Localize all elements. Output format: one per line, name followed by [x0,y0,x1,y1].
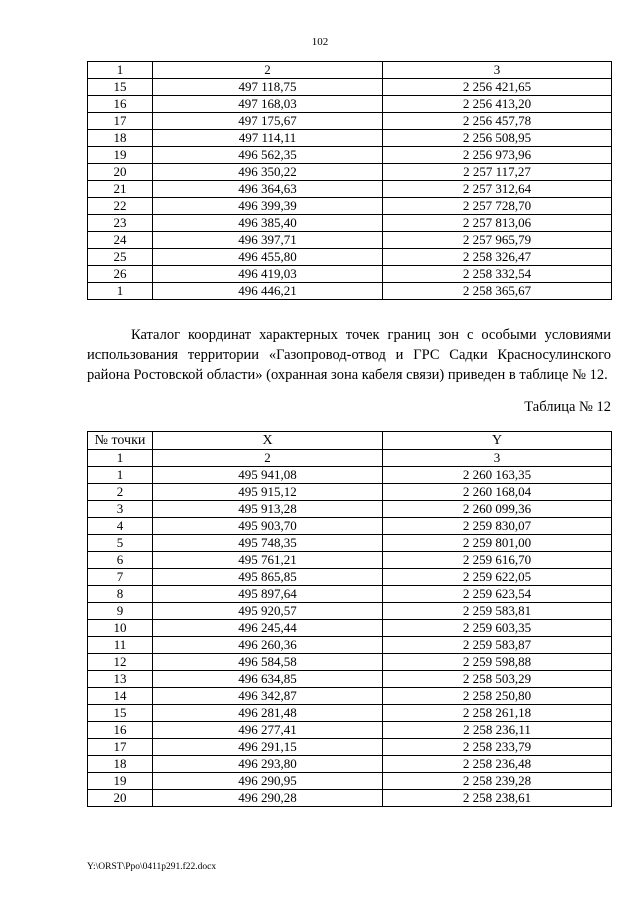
y-coordinate-cell: 2 256 413,20 [383,96,612,113]
point-number-cell: 21 [88,181,153,198]
table-numbering-row [88,450,612,467]
table-row [88,79,612,96]
x-coordinate-cell: 495 897,64 [153,586,383,603]
header-cell: 1 [88,62,153,79]
point-number-cell: 3 [88,501,153,518]
table-row [88,790,612,807]
table-row [88,654,612,671]
point-number-cell: 7 [88,569,153,586]
x-coordinate-cell: 495 915,12 [153,484,383,501]
point-number-cell: 26 [88,266,153,283]
column-header-point-number: № точки [88,432,153,450]
point-number-cell: 1 [88,283,153,300]
point-number-cell: 18 [88,756,153,773]
x-coordinate-cell: 496 419,03 [153,266,383,283]
x-coordinate-cell: 496 277,41 [153,722,383,739]
y-coordinate-cell: 2 259 583,81 [383,603,612,620]
y-coordinate-cell: 2 258 236,48 [383,756,612,773]
page-number: 102 [311,36,329,48]
y-coordinate-cell: 2 260 168,04 [383,484,612,501]
table-row [88,266,612,283]
table-row [88,620,612,637]
column-header-y: Y [383,432,612,450]
numbering-cell: 3 [383,450,612,467]
point-number-cell: 15 [88,705,153,722]
table-row [88,756,612,773]
x-coordinate-cell: 496 634,85 [153,671,383,688]
y-coordinate-cell: 2 256 973,96 [383,147,612,164]
x-coordinate-cell: 497 118,75 [153,79,383,96]
point-number-cell: 6 [88,552,153,569]
table-row [88,722,612,739]
y-coordinate-cell: 2 259 830,07 [383,518,612,535]
table-row [88,773,612,790]
x-coordinate-cell: 496 281,48 [153,705,383,722]
point-number-cell: 20 [88,790,153,807]
x-coordinate-cell: 496 446,21 [153,283,383,300]
point-number-cell: 10 [88,620,153,637]
point-number-cell: 9 [88,603,153,620]
table-header-row [88,62,612,79]
y-coordinate-cell: 2 258 233,79 [383,739,612,756]
y-coordinate-cell: 2 259 801,00 [383,535,612,552]
point-number-cell: 4 [88,518,153,535]
x-coordinate-cell: 496 245,44 [153,620,383,637]
table-row [88,181,612,198]
x-coordinate-cell: 496 584,58 [153,654,383,671]
table-row [88,603,612,620]
point-number-cell: 23 [88,215,153,232]
point-number-cell: 16 [88,722,153,739]
y-coordinate-cell: 2 257 728,70 [383,198,612,215]
y-coordinate-cell: 2 258 365,67 [383,283,612,300]
table-row [88,552,612,569]
point-number-cell: 13 [88,671,153,688]
table-row [88,569,612,586]
y-coordinate-cell: 2 257 312,64 [383,181,612,198]
numbering-cell: 2 [153,450,383,467]
y-coordinate-cell: 2 259 616,70 [383,552,612,569]
point-number-cell: 5 [88,535,153,552]
x-coordinate-cell: 497 168,03 [153,96,383,113]
point-number-cell: 11 [88,637,153,654]
x-coordinate-cell: 496 399,39 [153,198,383,215]
y-coordinate-cell: 2 257 117,27 [383,164,612,181]
y-coordinate-cell: 2 260 099,36 [383,501,612,518]
point-number-cell: 19 [88,773,153,790]
y-coordinate-cell: 2 258 250,80 [383,688,612,705]
x-coordinate-cell: 495 865,85 [153,569,383,586]
point-number-cell: 19 [88,147,153,164]
table-row [88,283,612,300]
table-row [88,484,612,501]
coordinates-table-12 [87,431,612,807]
x-coordinate-cell: 496 455,80 [153,249,383,266]
y-coordinate-cell: 2 258 239,28 [383,773,612,790]
x-coordinate-cell: 496 291,15 [153,739,383,756]
x-coordinate-cell: 495 941,08 [153,467,383,484]
table-row [88,671,612,688]
table-row [88,739,612,756]
x-coordinate-cell: 496 342,87 [153,688,383,705]
x-coordinate-cell: 495 903,70 [153,518,383,535]
table-row [88,501,612,518]
y-coordinate-cell: 2 257 965,79 [383,232,612,249]
point-number-cell: 25 [88,249,153,266]
point-number-cell: 1 [88,467,153,484]
table-header-row [88,432,612,450]
x-coordinate-cell: 496 290,95 [153,773,383,790]
table-row [88,113,612,130]
table-row [88,535,612,552]
y-coordinate-cell: 2 258 236,11 [383,722,612,739]
y-coordinate-cell: 2 258 332,54 [383,266,612,283]
x-coordinate-cell: 496 562,35 [153,147,383,164]
x-coordinate-cell: 496 397,71 [153,232,383,249]
point-number-cell: 17 [88,113,153,130]
y-coordinate-cell: 2 256 457,78 [383,113,612,130]
numbering-cell: 1 [88,450,153,467]
table-row [88,164,612,181]
y-coordinate-cell: 2 259 623,54 [383,586,612,603]
x-coordinate-cell: 497 114,11 [153,130,383,147]
table-row [88,688,612,705]
y-coordinate-cell: 2 259 583,87 [383,637,612,654]
table-row [88,96,612,113]
y-coordinate-cell: 2 256 421,65 [383,79,612,96]
point-number-cell: 22 [88,198,153,215]
table-row [88,518,612,535]
x-coordinate-cell: 496 350,22 [153,164,383,181]
point-number-cell: 2 [88,484,153,501]
file-path-footer: Y:\ORST\Ppo\0411p291.f22.docx [87,862,217,872]
description-paragraph: Каталог координат характерных точек границ зон с особыми условиями использования территории «Газопровод-отвод и ГРС Садки Красносулинского района Ростовской области» (охранная зона кабеля связи) приведен в таблице № 12. [87,327,611,383]
header-cell: 3 [383,62,612,79]
point-number-cell: 20 [88,164,153,181]
table-caption: Таблица № 12 [524,399,611,415]
point-number-cell: 16 [88,96,153,113]
y-coordinate-cell: 2 259 603,35 [383,620,612,637]
x-coordinate-cell: 495 913,28 [153,501,383,518]
y-coordinate-cell: 2 260 163,35 [383,467,612,484]
x-coordinate-cell: 497 175,67 [153,113,383,130]
x-coordinate-cell: 495 920,57 [153,603,383,620]
y-coordinate-cell: 2 258 261,18 [383,705,612,722]
table-row [88,232,612,249]
table-row [88,198,612,215]
y-coordinate-cell: 2 258 503,29 [383,671,612,688]
point-number-cell: 17 [88,739,153,756]
y-coordinate-cell: 2 259 598,88 [383,654,612,671]
table-row [88,705,612,722]
table-row [88,130,612,147]
table-row [88,637,612,654]
y-coordinate-cell: 2 256 508,95 [383,130,612,147]
x-coordinate-cell: 496 260,36 [153,637,383,654]
y-coordinate-cell: 2 258 238,61 [383,790,612,807]
x-coordinate-cell: 496 385,40 [153,215,383,232]
table-row [88,467,612,484]
table-row [88,147,612,164]
point-number-cell: 15 [88,79,153,96]
table-row [88,586,612,603]
y-coordinate-cell: 2 257 813,06 [383,215,612,232]
point-number-cell: 18 [88,130,153,147]
table-row [88,215,612,232]
x-coordinate-cell: 496 364,63 [153,181,383,198]
x-coordinate-cell: 495 748,35 [153,535,383,552]
point-number-cell: 8 [88,586,153,603]
x-coordinate-cell: 496 290,28 [153,790,383,807]
table-row [88,249,612,266]
x-coordinate-cell: 496 293,80 [153,756,383,773]
header-cell: 2 [153,62,383,79]
point-number-cell: 24 [88,232,153,249]
x-coordinate-cell: 495 761,21 [153,552,383,569]
y-coordinate-cell: 2 258 326,47 [383,249,612,266]
point-number-cell: 14 [88,688,153,705]
coordinates-table-continued [87,61,612,300]
y-coordinate-cell: 2 259 622,05 [383,569,612,586]
column-header-x: X [153,432,383,450]
point-number-cell: 12 [88,654,153,671]
